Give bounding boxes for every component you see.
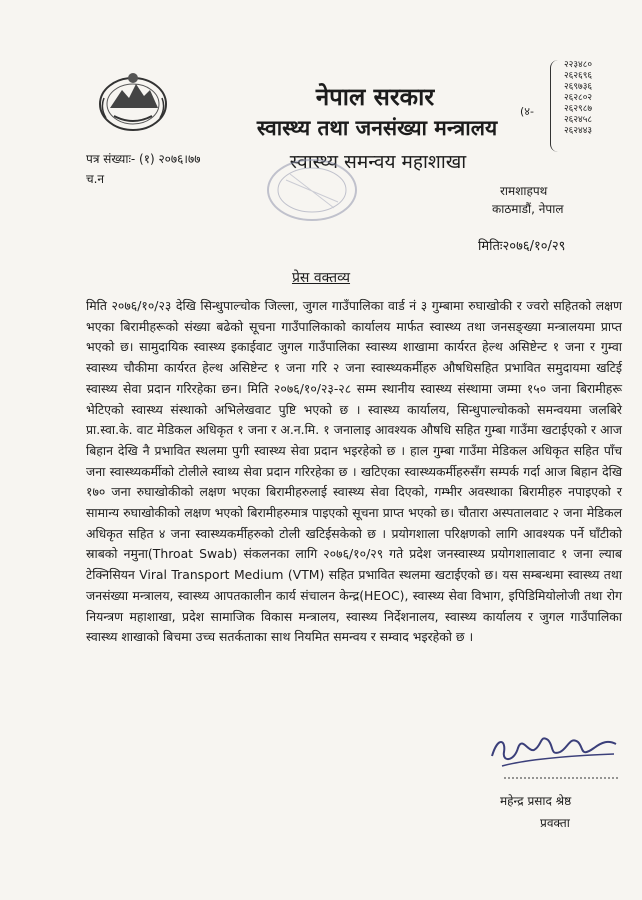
phone-list [564, 60, 592, 137]
nepal-government-emblem [96, 68, 170, 134]
official-stamp [262, 150, 362, 230]
signatory-name: महेन्द्र प्रसाद श्रेष्ठ [500, 794, 572, 808]
phone-numbers-block [520, 60, 620, 152]
dispatch-number: च.न [86, 172, 105, 186]
phone-prefix: (४- [520, 105, 534, 118]
phone-number: २६२४५८ [564, 115, 593, 125]
reference-number: पत्र संख्याः- (१) २०७६।७७ [86, 152, 201, 166]
phone-brace [550, 60, 559, 152]
phone-number: २६२८०२ [564, 93, 593, 103]
phone-number: २६२९८७ [564, 104, 593, 114]
division-title: स्वास्थ्य समन्वय महाशाखा [289, 151, 467, 173]
phone-number: २६९७३६ [564, 82, 593, 92]
phone-number: २६२४४३ [564, 126, 593, 136]
press-release-body: मिति २०७६/१०/२३ देखि सिन्धुपाल्चोक जिल्ला, जुगल गाउँपालिका वार्ड नं ३ गुम्बामा रुघाखोकी र ज्वरो सहितको लक्षण भएका बिरामीहरूको संख्या बढेको सूचना गाउँपालिकाको कार्यालय मार्फत स्वास्थ्य तथा जनसङ्ख्या मन्त्रालयमा प्राप्त भएको छ। सामुदायिक स्वास्थ्य इकाईवाट जुगल गाउँपालिका स्वास्थ्य शाखामा कार्यरत हेल्थ असिष्टेन्ट १ जना र गुम्वा स्वास्थ्य चौकीमा कार्यरत हेल्थ असिष्टेन्ट १ जना गरि २ जना स्वास्थ्यकर्मीहरु औषधिसहित प्रभावित समुदायमा खटिई स्वास्थ्य सेवा प्रदान गरिरहेका छन। मिति २०७६/१०/२३-२८ सम्म स्थानीय स्वास्थ्य संस्थामा जम्मा १५० जना बिरामीहरू भेटिएको स्वास्थ्य संस्थाको अभिलेखवाट पुष्टि भएको छ । स्वास्थ्य कार्यालय, सिन्धुपाल्चोकको समन्वयमा जलबिरे प्रा.स्वा.के. वाट मेडिकल अधिकृत १ जना र अ.न.मि. १ जनालाइ आवश्यक औषधि सहित गुम्बा गाउँमा खटाईएको र आज बिहान देखि नै प्रभावित स्थलमा पुगी स्वास्थ्य सेवा प्रदान भइरहेको छ । हाल गुम्बा गाउँमा मेडिकल अधिकृत सहित पाँच जना स्वास्थ्यकर्मीको टोलीले स्वाथ्य सेवा प्रदान गरिरहेका छ । खटिएका स्वास्थ्यकर्मीहरुसँग सम्पर्क गर्दा आज बिहान देखि १७० जना रुघाखोकीको लक्षण भएका बिरामीहरुलाई स्वास्थ्य सेवा दिएको, गम्भीर अवस्थाका बिरामीहरु नपाइएको र सामान्य रुघाखोकीको लक्षण भएको बिरामीहरुमात्र पाइएको सूचना प्राप्त भएको छ। चौतारा अस्पतालवाट २ जना मेडिकल अधिकृत सहित ४ जना स्वास्थ्यकर्मीहरुको टोली खटिईसकेको छ । प्रयोगशाला परिक्षणको लागि आवश्यक पर्ने घाँटीको स्राबको नमुना(Throat Swab) संकलनका लागि २०७६/१०/२९ गते प्रदेश जनस्वास्थ्य प्रयोगशालावाट १ जना ल्याब टेक्निसियन Viral Transport Medium (VTM) सहित प्रभावित स्थलमा खटाईएको छ। यस सम्बन्धमा स्वास्थ्य तथा जनसंख्या मन्त्रालय, स्वास्थ्य आपतकालीन कार्य संचालन केन्द्र(HEOC), स्वास्थ्य सेवा विभाग, इपिडिमियोलोजी तथा रोग नियन्त्रण महाशाखा, प्रदेश सामाजिक विकास मन्त्रालय, स्वास्थ्य निर्देशनालय, स्वास्थ्य कार्यालय र जुगल गाउँपालिका स्वास्थ्य शाखाको बिचमा उच्च सतर्कताका साथ नियमित समन्वय र सम्वाद भइरहेको छ । [86, 298, 622, 645]
signatory-title: प्रवक्ता [540, 816, 570, 830]
document-title-wrap [0, 268, 642, 287]
phone-number: २६२६९६ [564, 71, 593, 81]
letter-date: मितिः२०७६/१०/२९ [478, 239, 566, 254]
phone-number: २२३४८० [564, 60, 593, 70]
handwritten-signature [484, 726, 624, 786]
document-title: प्रेस वक्तव्य [291, 270, 351, 286]
address-street: रामशाहपथ [500, 184, 548, 198]
government-title: नेपाल सरकार [315, 83, 435, 111]
ministry-title: स्वास्थ्य तथा जनसंख्या मन्त्रालय [256, 116, 498, 140]
address-city: काठमाडौं, नेपाल [492, 202, 564, 216]
